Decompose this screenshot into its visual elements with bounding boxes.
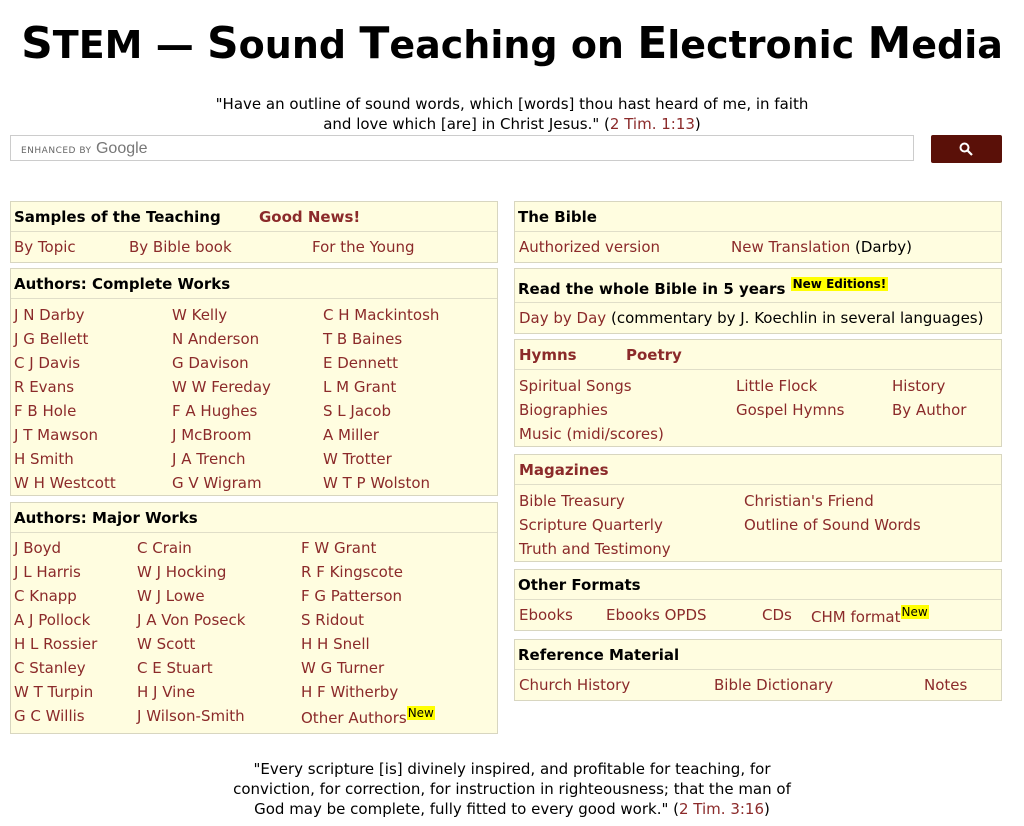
truth-and-testimony-link[interactable]: Truth and Testimony bbox=[519, 540, 671, 558]
author-row bbox=[11, 327, 497, 351]
author-link[interactable]: F G Patterson bbox=[301, 587, 403, 605]
author-row bbox=[11, 447, 497, 471]
authorized-version-link[interactable]: Authorized version bbox=[519, 238, 660, 256]
reference-panel bbox=[514, 639, 1002, 701]
author-link[interactable]: H Smith bbox=[14, 450, 74, 468]
author-link[interactable]: J G Bellett bbox=[14, 330, 89, 348]
author-link[interactable]: F B Hole bbox=[14, 402, 77, 420]
author-link[interactable]: J Boyd bbox=[14, 539, 62, 557]
quote-reference-link[interactable]: 2 Tim. 1:13 bbox=[609, 115, 695, 133]
author-link[interactable]: H J Vine bbox=[137, 683, 196, 701]
author-link[interactable]: W J Lowe bbox=[137, 587, 205, 605]
author-row bbox=[11, 399, 497, 423]
author-row bbox=[11, 632, 497, 656]
author-link[interactable]: A Miller bbox=[323, 426, 379, 444]
complete-works-panel bbox=[10, 268, 498, 496]
bible-panel: The Bible Authorized version New Translation (Darby) bbox=[514, 201, 1002, 263]
by-bible-book-link[interactable]: By Bible book bbox=[129, 238, 232, 256]
other-formats-heading: Other Formats bbox=[515, 570, 1001, 600]
author-row bbox=[11, 351, 497, 375]
title-stem: STEM bbox=[21, 18, 143, 69]
by-author-link[interactable]: By Author bbox=[892, 401, 967, 419]
samples-panel bbox=[10, 201, 498, 263]
whole-bible-panel: Read the whole Bible in 5 years $^{New Editions!}$ Day by Day (commentary by J. Koechlin in several languages) bbox=[514, 268, 1002, 334]
author-link[interactable]: W G Turner bbox=[301, 659, 385, 677]
reference-heading: Reference Material bbox=[515, 640, 1001, 670]
spiritual-songs-link[interactable]: Spiritual Songs bbox=[519, 377, 632, 395]
scripture-quarterly-link[interactable]: Scripture Quarterly bbox=[519, 516, 663, 534]
site-title: STEM — Sound Teaching on Electronic Media bbox=[21, 18, 1003, 69]
other-formats-panel bbox=[514, 569, 1002, 631]
author-link[interactable]: J L Harris bbox=[14, 563, 81, 581]
church-history-link[interactable]: Church History bbox=[519, 676, 631, 694]
header-quote: "Have an outline of sound words, which [words] thou hast heard of me, in faith and love which [are] in Christ Jesus." (2 Tim. 1:13) bbox=[215, 95, 809, 133]
ebooks-link[interactable]: Ebooks bbox=[519, 606, 573, 624]
bible-dictionary-link[interactable]: Bible Dictionary bbox=[714, 676, 834, 694]
author-link[interactable]: C Stanley bbox=[14, 659, 86, 677]
author-row bbox=[11, 423, 497, 447]
music-link[interactable]: Music (midi/scores) bbox=[519, 425, 664, 443]
author-link[interactable]: H L Rossier bbox=[14, 635, 98, 653]
author-link[interactable]: G V Wigram bbox=[172, 474, 262, 492]
author-link[interactable]: S L Jacob bbox=[323, 402, 391, 420]
author-row bbox=[11, 704, 497, 728]
little-flock-link[interactable]: Little Flock bbox=[736, 377, 818, 395]
author-link[interactable]: H F Witherby bbox=[301, 683, 399, 701]
major-works-panel bbox=[10, 502, 498, 734]
author-link[interactable]: T B Baines bbox=[323, 330, 403, 348]
history-link[interactable]: History bbox=[892, 377, 946, 395]
author-link[interactable]: C J Davis bbox=[14, 354, 81, 372]
cds-link[interactable]: CDs bbox=[762, 606, 792, 624]
author-link[interactable]: C H Mackintosh bbox=[323, 306, 440, 324]
author-row bbox=[11, 560, 497, 584]
search-placeholder: ENHANCED BY Google bbox=[21, 140, 148, 157]
author-link[interactable]: A J Pollock bbox=[14, 611, 91, 629]
outline-of-sound-words-link[interactable]: Outline of Sound Words bbox=[744, 516, 921, 534]
author-link[interactable]: J N Darby bbox=[14, 306, 85, 324]
day-by-day-link[interactable]: Day by Day bbox=[519, 309, 607, 327]
search-icon bbox=[959, 142, 973, 156]
footer-quote: "Every scripture [is] divinely inspired, and profitable for teaching, for conviction, for correction, for instruction in righteousness; that the man of God may be complete, fully fitted to every good work." (2 Tim. 3:16) bbox=[233, 760, 791, 818]
notes-link[interactable]: Notes bbox=[924, 676, 968, 694]
christians-friend-link[interactable]: Christian's Friend bbox=[744, 492, 874, 510]
other-authors-new-badge: New bbox=[407, 706, 434, 720]
footer-reference-link[interactable]: 2 Tim. 3:16 bbox=[679, 800, 765, 818]
biographies-link[interactable]: Biographies bbox=[519, 401, 608, 419]
author-link[interactable]: W T Turpin bbox=[14, 683, 94, 701]
chm-format-link[interactable]: CHM format bbox=[811, 608, 901, 626]
google-logo: Google bbox=[95, 140, 148, 157]
author-row bbox=[11, 656, 497, 680]
search-button[interactable] bbox=[931, 135, 1002, 163]
author-link[interactable]: H H Snell bbox=[301, 635, 370, 653]
magazines-heading-link[interactable]: Magazines bbox=[519, 461, 609, 479]
author-link[interactable]: E Dennett bbox=[323, 354, 399, 372]
author-row bbox=[11, 680, 497, 704]
author-link[interactable]: F A Hughes bbox=[172, 402, 258, 420]
author-link[interactable]: W Kelly bbox=[172, 306, 228, 324]
ebooks-opds-link[interactable]: Ebooks OPDS bbox=[606, 606, 707, 624]
author-row bbox=[11, 303, 497, 327]
hymns-panel bbox=[514, 339, 1002, 447]
author-link[interactable]: W J Hocking bbox=[137, 563, 227, 581]
author-link[interactable]: S Ridout bbox=[301, 611, 364, 629]
whole-bible-heading: Read the whole Bible in 5 years bbox=[518, 280, 786, 298]
gospel-hymns-link[interactable]: Gospel Hymns bbox=[736, 401, 845, 419]
samples-heading: Samples of the Teaching bbox=[14, 208, 221, 226]
author-link[interactable]: W Trotter bbox=[323, 450, 392, 468]
author-link[interactable]: J McBroom bbox=[172, 426, 252, 444]
author-row bbox=[11, 536, 497, 560]
author-link[interactable]: J T Mawson bbox=[14, 426, 99, 444]
author-link[interactable]: J Wilson-Smith bbox=[137, 707, 245, 725]
author-link[interactable]: N Anderson bbox=[172, 330, 260, 348]
new-translation-link[interactable]: New Translation bbox=[731, 238, 851, 256]
author-link[interactable]: J A Trench bbox=[172, 450, 246, 468]
author-link[interactable]: L M Grant bbox=[323, 378, 397, 396]
for-the-young-link[interactable]: For the Young bbox=[312, 238, 415, 256]
complete-works-heading: Authors: Complete Works bbox=[11, 269, 497, 299]
author-link[interactable]: W W Fereday bbox=[172, 378, 271, 396]
author-link[interactable]: C Knapp bbox=[14, 587, 77, 605]
author-link[interactable]: C E Stuart bbox=[137, 659, 213, 677]
good-news-link[interactable]: Good News! bbox=[259, 208, 361, 226]
author-link[interactable]: C Crain bbox=[137, 539, 192, 557]
chm-new-badge: New bbox=[901, 605, 928, 619]
hymns-heading-link[interactable]: Hymns bbox=[519, 346, 577, 364]
magazines-panel bbox=[514, 454, 1002, 562]
major-works-heading: Authors: Major Works bbox=[11, 503, 497, 533]
author-row bbox=[11, 584, 497, 608]
bible-heading: The Bible bbox=[515, 202, 1001, 232]
author-link[interactable]: R F Kingscote bbox=[301, 563, 403, 581]
author-link[interactable]: G C Willis bbox=[14, 707, 85, 725]
author-link[interactable]: J A Von Poseck bbox=[137, 611, 246, 629]
author-row bbox=[11, 471, 497, 495]
author-link[interactable]: G Davison bbox=[172, 354, 249, 372]
author-row bbox=[11, 375, 497, 399]
author-link[interactable]: W H Westcott bbox=[14, 474, 116, 492]
new-editions-badge: New Editions! bbox=[792, 277, 887, 291]
author-link[interactable]: Other Authors bbox=[301, 709, 407, 727]
author-link[interactable]: F W Grant bbox=[301, 539, 377, 557]
search-input[interactable] bbox=[10, 135, 914, 161]
poetry-heading-link[interactable]: Poetry bbox=[626, 346, 682, 364]
by-topic-link[interactable]: By Topic bbox=[14, 238, 76, 256]
author-link[interactable]: W T P Wolston bbox=[323, 474, 431, 492]
author-row bbox=[11, 608, 497, 632]
author-link[interactable]: W Scott bbox=[137, 635, 196, 653]
bible-treasury-link[interactable]: Bible Treasury bbox=[519, 492, 625, 510]
author-link[interactable]: R Evans bbox=[14, 378, 75, 396]
